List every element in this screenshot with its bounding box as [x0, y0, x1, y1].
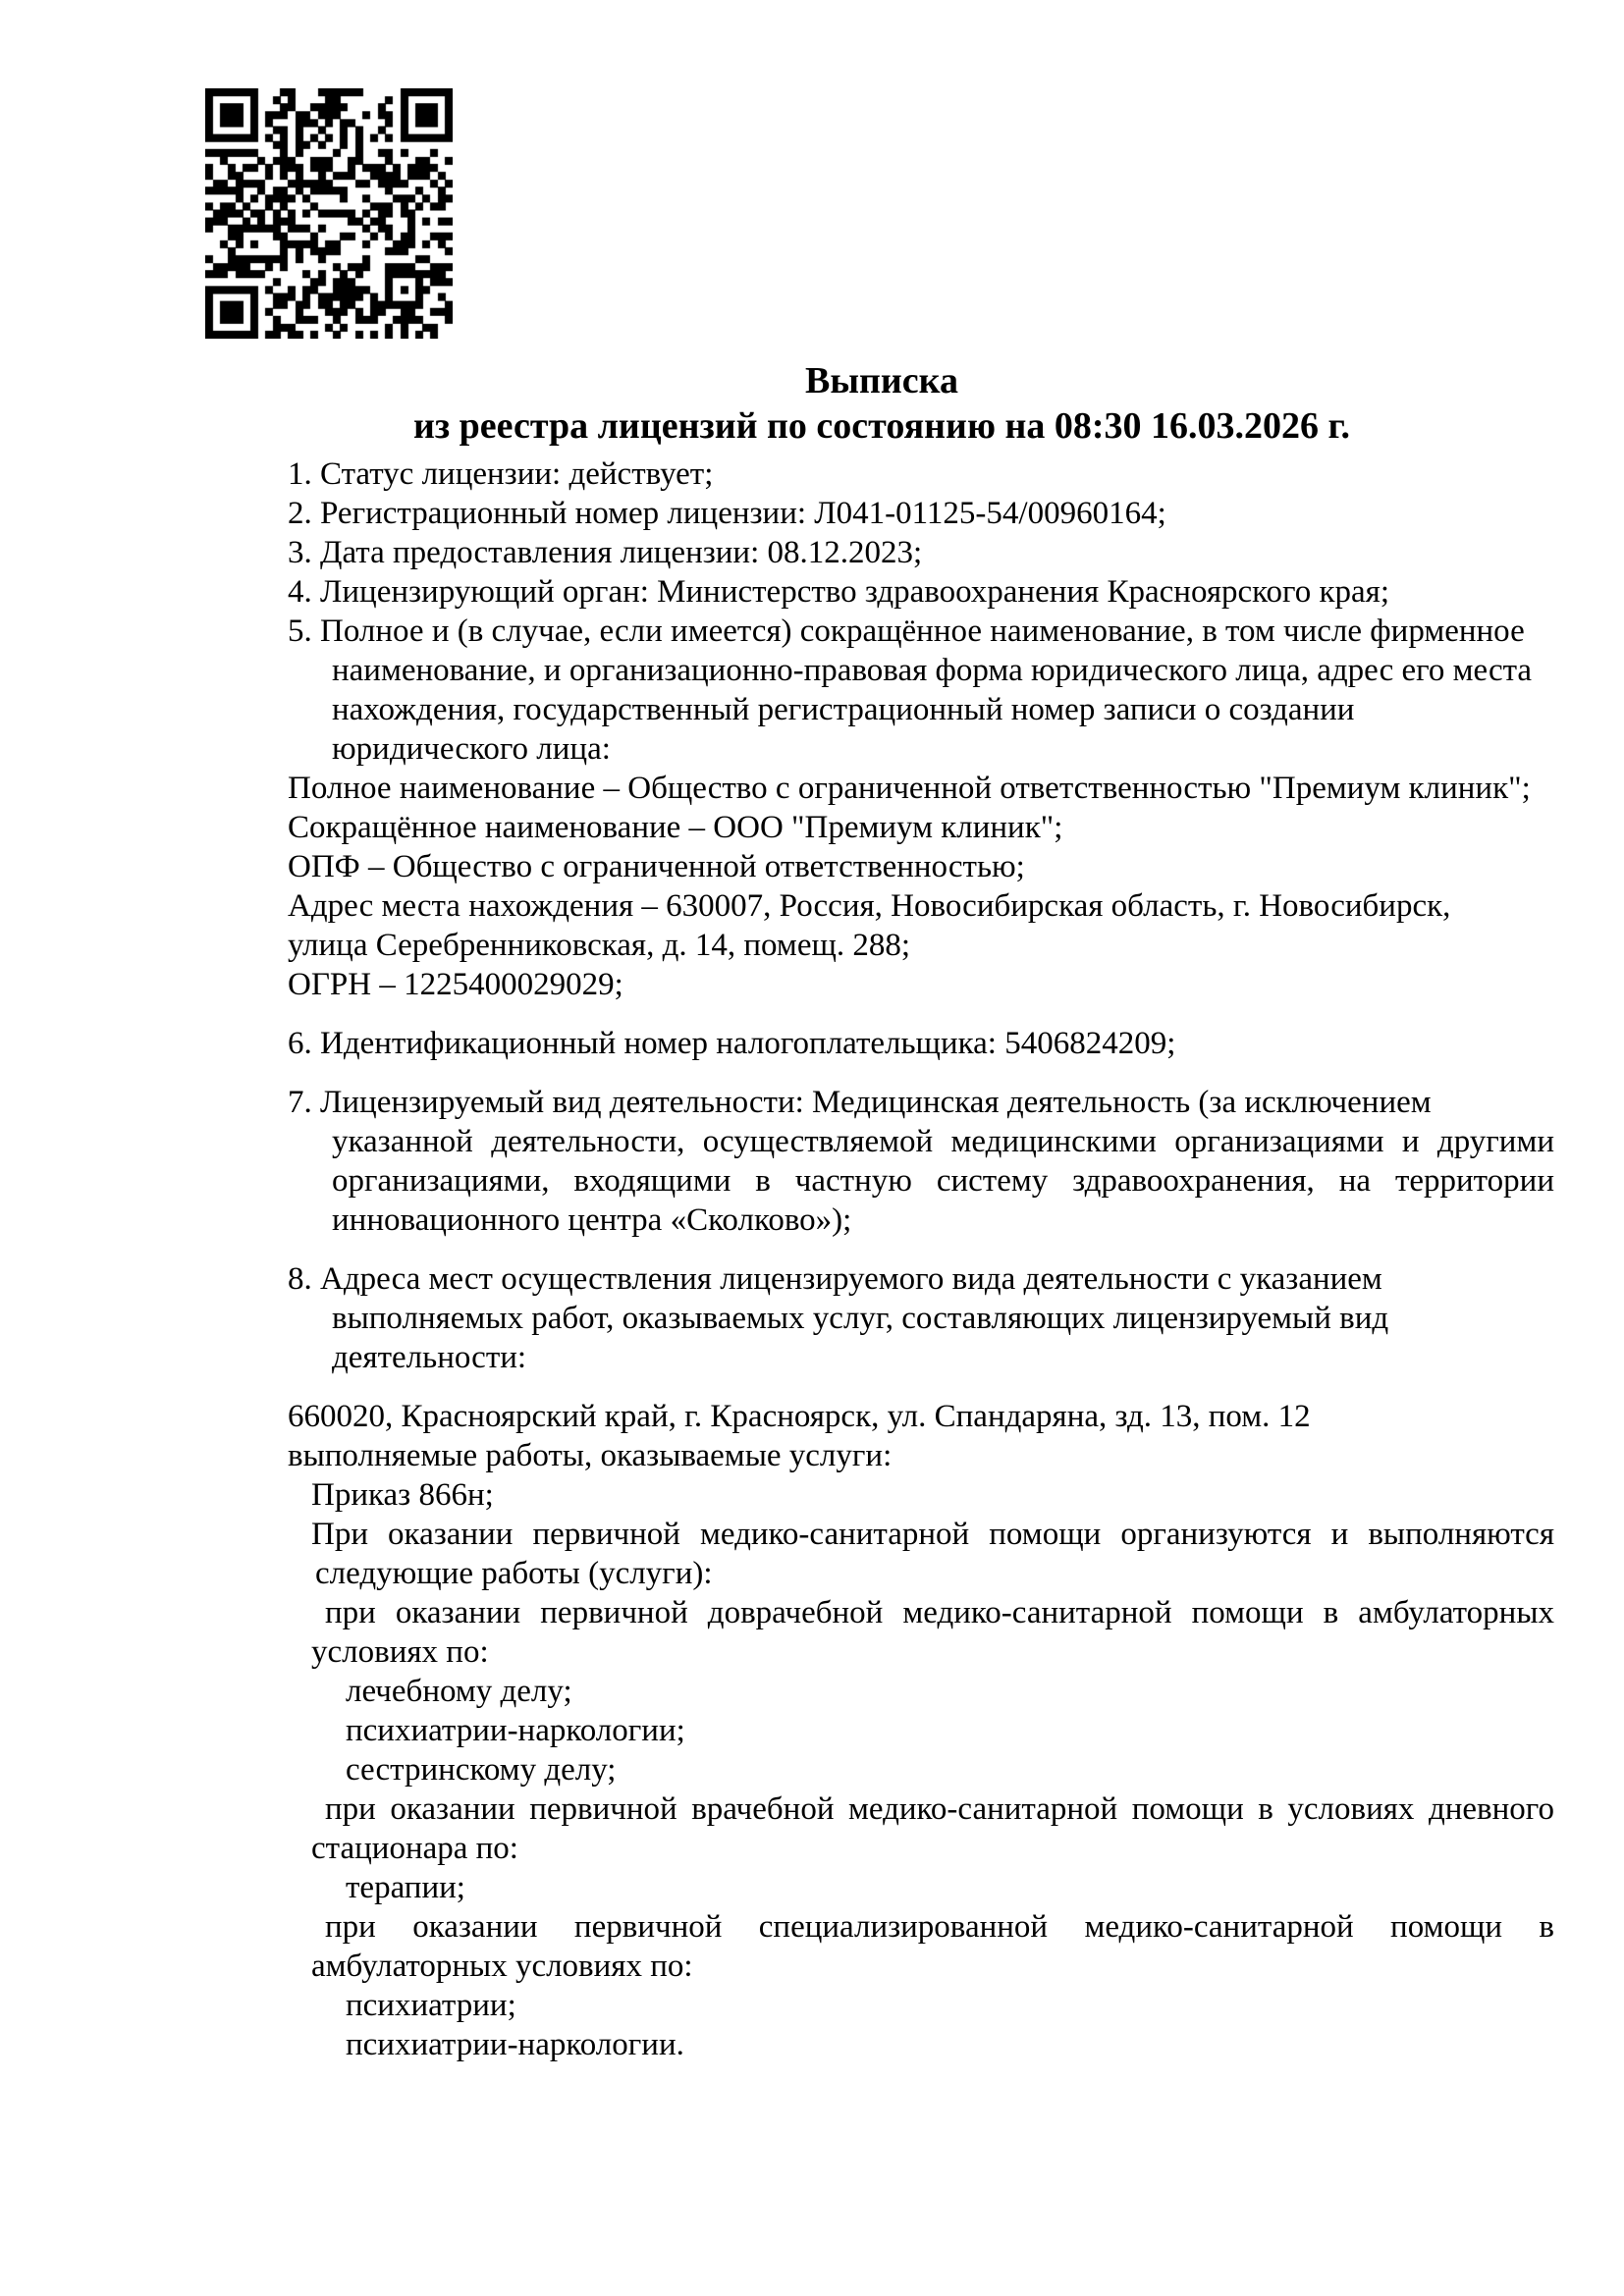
doc-line: наименование, и организационно-правовая форма юридического лица, адрес его места [332, 653, 1533, 688]
doc-line: психиатрии; [346, 1988, 516, 2023]
doc-line: лечебному делу; [346, 1674, 572, 1709]
doc-line: ОГРН – 1225400029029; [288, 967, 623, 1002]
doc-line: психиатрии-наркологии. [346, 2027, 684, 2062]
doc-line: выполняемые работы, оказываемые услуги: [288, 1438, 893, 1473]
doc-line: следующие работы (услуги): [315, 1556, 713, 1591]
document-body [288, 358, 1554, 2064]
doc-line: организациями, входящими в частную систему здравоохранения, на территории [332, 1163, 1554, 1199]
doc-line: 4. Лицензирующий орган: Министерство здравоохранения Красноярского края; [288, 574, 1389, 610]
document-title [288, 358, 1476, 449]
doc-line: сестринскому делу; [346, 1752, 617, 1788]
doc-line: при оказании первичной специализированной медико-санитарной помощи в [325, 1909, 1554, 1945]
doc-line: При оказании первичной медико-санитарной помощи организуются и выполняются [311, 1517, 1554, 1552]
document-text [288, 454, 1554, 2064]
doc-line: при оказании первичной доврачебной медико-санитарной помощи в амбулаторных [325, 1595, 1554, 1630]
doc-line: выполняемых работ, оказываемых услуг, составляющих лицензируемый вид [332, 1301, 1389, 1336]
doc-line: нахождения, государственный регистрационный номер записи о создании [332, 692, 1355, 727]
doc-line: 3. Дата предоставления лицензии: 08.12.2023; [288, 535, 923, 570]
doc-line: при оказании первичной врачебной медико-санитарной помощи в условиях дневного [325, 1791, 1554, 1827]
title-line-2: из реестра лицензий по состоянию на 08:30 16.03.2026 г. [412, 405, 1351, 447]
doc-line: указанной деятельности, осуществляемой медицинскими организациями и другими [332, 1124, 1554, 1159]
doc-line: Адрес места нахождения – 630007, Россия, Новосибирская область, г. Новосибирск, [288, 888, 1451, 924]
doc-line: Полное наименование – Общество с ограниченной ответственностью "Премиум клиник"; [288, 771, 1531, 806]
doc-line: 660020, Красноярский край, г. Красноярск, ул. Спандаряна, зд. 13, пом. 12 [288, 1399, 1311, 1434]
doc-line: 8. Адреса мест осуществления лицензируемого вида деятельности с указанием [288, 1261, 1382, 1297]
doc-line: ОПФ – Общество с ограниченной ответственностью; [288, 849, 1025, 884]
doc-line: улица Серебренниковская, д. 14, помещ. 288; [288, 928, 911, 963]
doc-line: психиатрии-наркологии; [346, 1713, 685, 1748]
doc-line: юридического лица: [332, 731, 611, 767]
doc-line: Приказ 866н; [311, 1477, 494, 1513]
doc-line: стационара по: [311, 1831, 518, 1866]
doc-line: 1. Статус лицензии: действует; [288, 456, 714, 492]
doc-line: условиях по: [311, 1634, 489, 1670]
doc-line: деятельности: [332, 1340, 527, 1375]
doc-line: терапии; [346, 1870, 465, 1905]
doc-line: 5. Полное и (в случае, если имеется) сокращённое наименование, в том числе фирменное [288, 614, 1525, 649]
doc-line: инновационного центра «Сколково»); [332, 1202, 852, 1238]
doc-line: амбулаторных условиях по: [311, 1949, 693, 1984]
title-line-1: Выписка [805, 360, 958, 401]
doc-line: 2. Регистрационный номер лицензии: Л041-01125-54/00960164; [288, 496, 1166, 531]
qr-code [205, 88, 453, 339]
doc-line: 6. Идентификационный номер налогоплательщика: 5406824209; [288, 1026, 1176, 1061]
doc-line: Сокращённое наименование – ООО "Премиум клиник"; [288, 810, 1063, 845]
doc-line: 7. Лицензируемый вид деятельности: Медицинская деятельность (за исключением [288, 1085, 1432, 1120]
